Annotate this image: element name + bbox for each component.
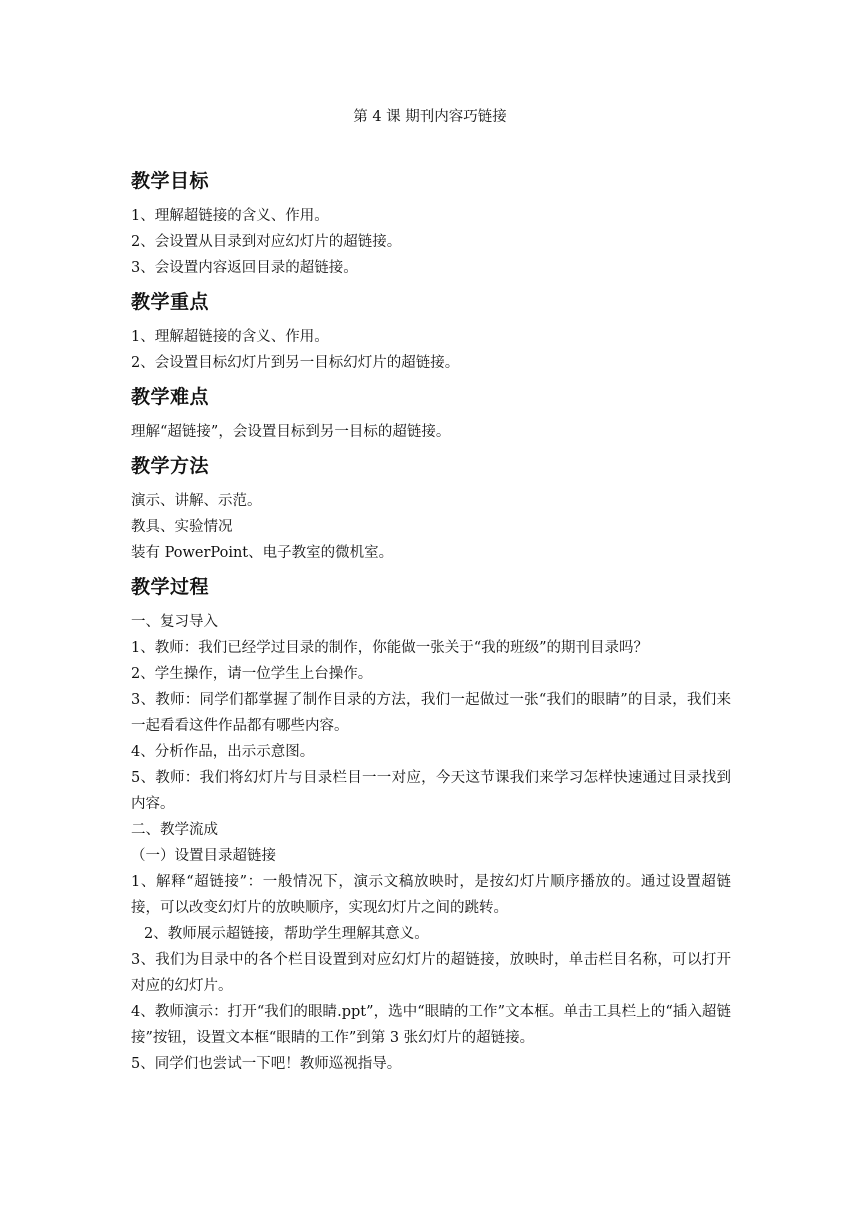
body-line: 1、理解超链接的含义、作用。	[131, 208, 329, 224]
section-heading: 教学目标	[131, 170, 210, 192]
body-line: 演示、讲解、示范。	[131, 493, 262, 509]
body-line: 2、会设置目标幻灯片到另一目标幻灯片的超链接。	[131, 355, 460, 371]
body-line: 1、教师：我们已经学过目录的制作，你能做一张关于“我的班级”的期刊目录吗？	[131, 640, 649, 656]
body-line: 教具、实验情况	[131, 519, 233, 535]
section-heading: 教学方法	[131, 455, 210, 477]
body-line: 4、教师演示：打开“我们的眼睛.ppt”，选中“眼睛的工作”文本框。单击工具栏上的“插入超链接”按钮，设置文本框“眼睛的工作”到第 3 张幻灯片的超链接。	[131, 1004, 731, 1046]
section-methods	[131, 453, 731, 566]
body-line: （一）设置目录超链接	[131, 848, 276, 864]
body-line: 5、教师：我们将幻灯片与目录栏目一一对应，今天这节课我们来学习怎样快速通过目录找到内容。	[131, 770, 731, 812]
body-line: 3、教师：同学们都掌握了制作目录的方法，我们一起做过一张“我们的眼睛”的目录，我们来一起看看这件作品都有哪些内容。	[131, 692, 731, 734]
section-difficulties	[131, 384, 731, 445]
section-objectives	[131, 168, 731, 281]
body-line: 一、复习导入	[131, 614, 218, 630]
body-line: 理解“超链接”，会设置目标到另一目标的超链接。	[131, 424, 451, 440]
body-line: 3、会设置内容返回目录的超链接。	[131, 260, 358, 276]
body-line: 二、教学流成	[131, 822, 218, 838]
body-line: 1、理解超链接的含义、作用。	[131, 329, 329, 345]
section-heading: 教学难点	[131, 386, 210, 408]
section-key-points	[131, 289, 731, 376]
document-body	[131, 168, 731, 1085]
lesson-title: 第 4 课 期刊内容巧链接	[353, 109, 507, 125]
section-heading: 教学过程	[131, 576, 210, 598]
section-process	[131, 574, 731, 1077]
body-line: 5、同学们也尝试一下吧！教师巡视指导。	[131, 1056, 402, 1072]
body-line: 1、解释“超链接”：一般情况下，演示文稿放映时，是按幻灯片顺序播放的。通过设置超链接，可以改变幻灯片的放映顺序，实现幻灯片之间的跳转。	[131, 874, 731, 916]
body-line: 2、会设置从目录到对应幻灯片的超链接。	[131, 234, 402, 250]
section-heading: 教学重点	[131, 291, 210, 313]
body-line: 2、教师展示超链接，帮助学生理解其意义。	[144, 926, 429, 942]
body-line: 3、我们为目录中的各个栏目设置到对应幻灯片的超链接，放映时，单击栏目名称，可以打开对应的幻灯片。	[131, 952, 731, 994]
body-line: 2、学生操作，请一位学生上台操作。	[131, 666, 373, 682]
body-line: 装有 PowerPoint、电子教室的微机室。	[131, 545, 394, 561]
body-line: 4、分析作品，出示示意图。	[131, 744, 315, 760]
